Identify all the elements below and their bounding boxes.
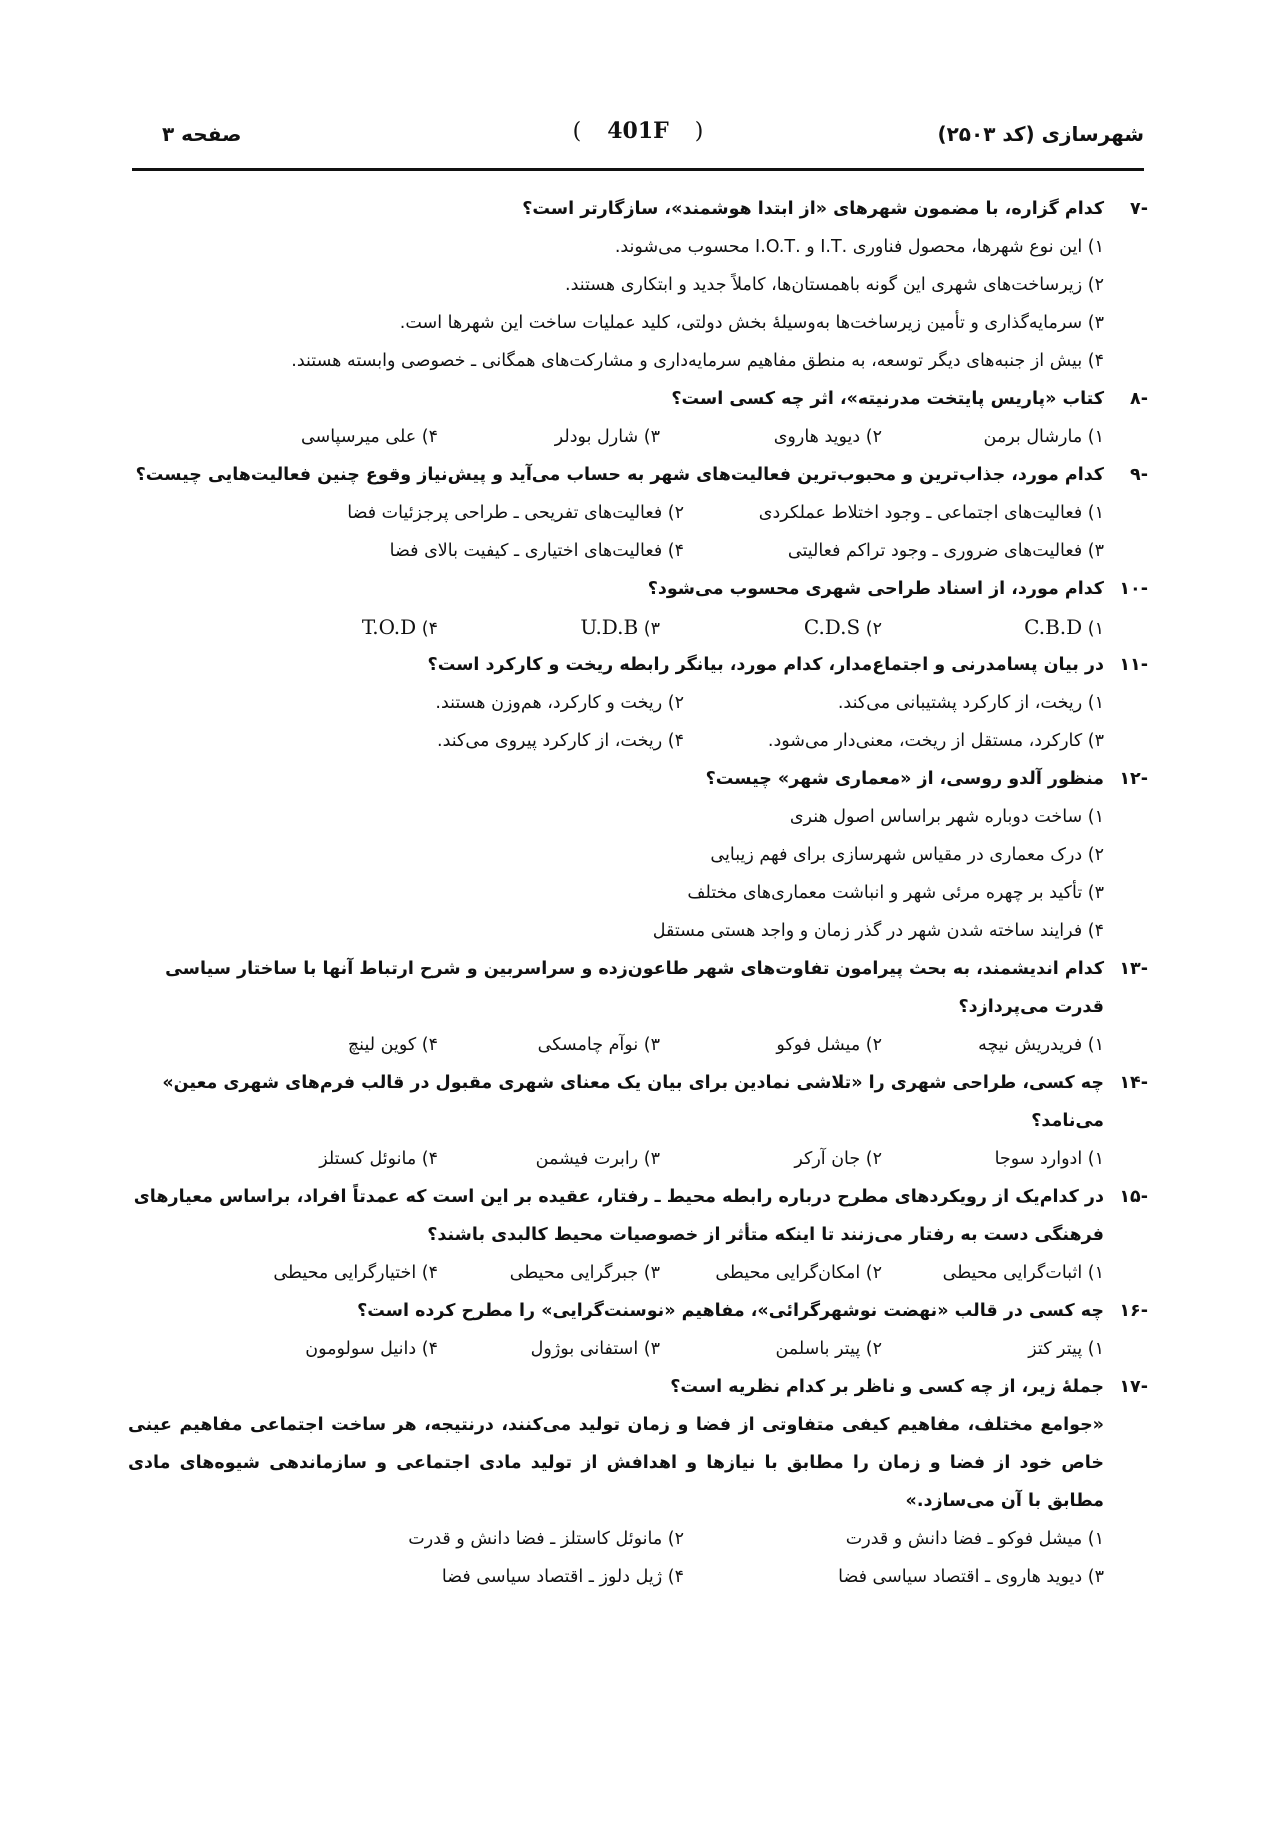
options — [128, 798, 1104, 950]
option-2: ۲) ریخت و کارکرد، هم‌وزن هستند. — [435, 693, 684, 713]
question-stem: منظور آلدو روسی، از «معماری شهر» چیست؟ — [705, 769, 1104, 789]
option-1: ۱) پیتر کتز — [1028, 1339, 1104, 1359]
option-4: ۴) بیش از جنبه‌های دیگر توسعه، به منطق مفاهیم سرمایه‌داری و مشارکت‌های همگانی ـ خصوصی وابسته هستند. — [291, 351, 1104, 371]
option-4: ۴) T.O.D — [361, 615, 438, 639]
question-stem: چه کسی در قالب «نهضت نوشهرگرائی»، مفاهیم «نوسنت‌گرایی» را مطرح کرده است؟ — [357, 1301, 1104, 1321]
booklet-code: ( 401F ) — [572, 118, 704, 144]
option-4: ۴) علی میرسپاسی — [300, 427, 438, 447]
option-1: ۱) فعالیت‌های اجتماعی ـ وجود اختلاط عملکردی — [758, 503, 1104, 523]
question-17 — [128, 1368, 1148, 1596]
option-4: ۴) اختیارگرایی محیطی — [273, 1263, 438, 1283]
subject-title: شهرسازی (کد ۲۵۰۳) — [937, 122, 1144, 146]
question-stem: کدام اندیشمند، به بحث پیرامون تفاوت‌های شهر طاعون‌زده و سراسربین و شرح ارتباط آنها با ساختار سیاسی قدرت می‌پردازد؟ — [165, 959, 1104, 1017]
question-stem: کدام مورد، جذاب‌ترین و محبوب‌ترین فعالیت‌های شهر به حساب می‌آید و پیش‌نیاز وقوع چنین فعالیت‌هایی چیست؟ — [135, 465, 1104, 485]
question-number: -۹ — [1130, 465, 1148, 485]
option-4: ۴) فعالیت‌های اختیاری ـ کیفیت بالای فضا — [389, 541, 684, 561]
option-1: ۱) ریخت، از کارکرد پشتیبانی می‌کند. — [837, 693, 1104, 713]
question-10 — [128, 570, 1148, 646]
question-number: -۱۶ — [1119, 1301, 1148, 1321]
questions-list — [128, 190, 1148, 1596]
options — [128, 608, 1104, 646]
question-number: -۱۵ — [1119, 1187, 1148, 1207]
question-8 — [128, 380, 1148, 456]
question-7 — [128, 190, 1148, 380]
options — [128, 1026, 1104, 1064]
options — [128, 684, 1104, 760]
option-2: ۲) پیتر باسلمن — [775, 1339, 882, 1359]
question-12 — [128, 760, 1148, 950]
question-number: -۱۰ — [1119, 579, 1148, 599]
question-stem: جملهٔ زیر، از چه کسی و ناظر بر کدام نظریه است؟ — [670, 1377, 1104, 1397]
option-3: ۳) جبرگرایی محیطی — [509, 1263, 660, 1283]
option-3: ۳) استفانی بوژول — [530, 1339, 660, 1359]
question-number: -۱۲ — [1119, 769, 1148, 789]
option-3: ۳) شارل بودلر — [554, 427, 660, 447]
option-3: ۳) رابرت فیشمن — [535, 1149, 660, 1169]
question-number: -۷ — [1130, 199, 1148, 219]
option-1: ۱) فریدریش نیچه — [978, 1035, 1104, 1055]
question-number: -۱۴ — [1119, 1073, 1148, 1093]
question-quote: «جوامع مختلف، مفاهیم کیفی متفاوتی از فضا و زمان تولید می‌کنند، درنتیجه، هر ساخت اجتماعی مفاهیم عینی خاص خود از فضا و زمان را مطابق با نیازها و اهدافش از تولید مادی اجتماعی و سازماندهی شیوه‌های مادی مطابق با آن می‌سازد.» — [128, 1415, 1104, 1511]
question-16 — [128, 1292, 1148, 1368]
option-1: ۱) C.B.D — [1024, 615, 1104, 639]
question-stem: کتاب «پاریس پایتخت مدرنیته»، اثر چه کسی است؟ — [671, 389, 1104, 409]
option-1: ۱) میشل فوکو ـ فضا دانش و قدرت — [845, 1529, 1104, 1549]
option-1: ۱) اثبات‌گرایی محیطی — [942, 1263, 1104, 1283]
page-header — [132, 118, 1144, 171]
option-2: ۲) مانوئل کاستلز ـ فضا دانش و قدرت — [408, 1529, 684, 1549]
question-11 — [128, 646, 1148, 760]
option-1: ۱) مارشال برمن — [983, 427, 1104, 447]
question-stem: کدام گزاره، با مضمون شهرهای «از ابتدا هوشمند»، سازگارتر است؟ — [522, 199, 1104, 219]
option-4: ۴) فرایند ساخته شدن شهر در گذر زمان و واجد هستی مستقل — [652, 921, 1104, 941]
question-15 — [128, 1178, 1148, 1292]
question-stem: چه کسی، طراحی شهری را «تلاشی نمادین برای بیان یک معنای شهری مقبول در قالب فرم‌های شهری معین» می‌نامد؟ — [162, 1073, 1104, 1131]
option-3: ۳) دیوید هاروی ـ اقتصاد سیاسی فضا — [838, 1567, 1104, 1587]
question-number: -۱۱ — [1119, 655, 1148, 675]
options — [128, 228, 1104, 380]
option-2: ۲) فعالیت‌های تفریحی ـ طراحی پرجزئیات فضا — [347, 503, 684, 523]
option-1: ۱) ادوارد سوجا — [994, 1149, 1104, 1169]
options — [128, 1140, 1104, 1178]
option-1: ۱) ساخت دوباره شهر براساس اصول هنری — [789, 807, 1104, 827]
option-1: ۱) این نوع شهرها، محصول فناوری .I.T و .I.O.T محسوب می‌شوند. — [614, 237, 1104, 257]
option-4: ۴) کوین لینچ — [347, 1035, 438, 1055]
option-3: ۳) کارکرد، مستقل از ریخت، معنی‌دار می‌شود. — [767, 731, 1104, 751]
option-2: ۲) میشل فوکو — [776, 1035, 882, 1055]
option-3: ۳) تأکید بر چهره مرئی شهر و انباشت معماری‌های مختلف — [687, 883, 1104, 903]
question-stem: در کدام‌یک از رویکردهای مطرح درباره رابطه محیط ـ رفتار، عقیده بر این است که عمدتاً افراد، براساس معیارهای فرهنگی دست به رفتار می‌زنند تا اینکه متأثر از خصوصیات محیط کالبدی باشند؟ — [133, 1187, 1104, 1245]
question-14 — [128, 1064, 1148, 1178]
option-2: ۲) جان آرکر — [794, 1149, 882, 1169]
question-13 — [128, 950, 1148, 1064]
question-number: -۱۷ — [1119, 1377, 1148, 1397]
option-3: ۳) سرمایه‌گذاری و تأمین زیرساخت‌ها به‌وسیلهٔ بخش دولتی، کلید عملیات ساخت این شهرها است. — [399, 313, 1104, 333]
options — [128, 1254, 1104, 1292]
question-stem: کدام مورد، از اسناد طراحی شهری محسوب می‌شود؟ — [647, 579, 1104, 599]
options — [128, 494, 1104, 570]
option-2: ۲) امکان‌گرایی محیطی — [715, 1263, 882, 1283]
options — [128, 1330, 1104, 1368]
option-2: ۲) درک معماری در مقیاس شهرسازی برای فهم زیبایی — [710, 845, 1104, 865]
option-2: ۲) زیرساخت‌های شهری این گونه باهمستان‌ها، کاملاً جدید و ابتکاری هستند. — [565, 275, 1104, 295]
option-4: ۴) دانیل سولومون — [305, 1339, 438, 1359]
question-stem: در بیان پسامدرنی و اجتماع‌مدار، کدام مورد، بیانگر رابطه ریخت و کارکرد است؟ — [427, 655, 1104, 675]
question-9 — [128, 456, 1148, 570]
options — [128, 1520, 1104, 1596]
option-4: ۴) ژیل دلوز ـ اقتصاد سیاسی فضا — [441, 1567, 684, 1587]
page-number: صفحه ۳ — [162, 122, 242, 146]
options — [128, 418, 1104, 456]
option-4: ۴) ریخت، از کارکرد پیروی می‌کند. — [437, 731, 684, 751]
option-3: ۳) نوآم چامسکی — [537, 1035, 660, 1055]
option-3: ۳) U.D.B — [580, 615, 660, 639]
question-number: -۸ — [1130, 389, 1148, 409]
option-3: ۳) فعالیت‌های ضروری ـ وجود تراکم فعالیتی — [787, 541, 1104, 561]
option-2: ۲) C.D.S — [803, 615, 882, 639]
option-2: ۲) دیوید هاروی — [773, 427, 882, 447]
option-4: ۴) مانوئل کستلز — [319, 1149, 438, 1169]
question-number: -۱۳ — [1119, 959, 1148, 979]
